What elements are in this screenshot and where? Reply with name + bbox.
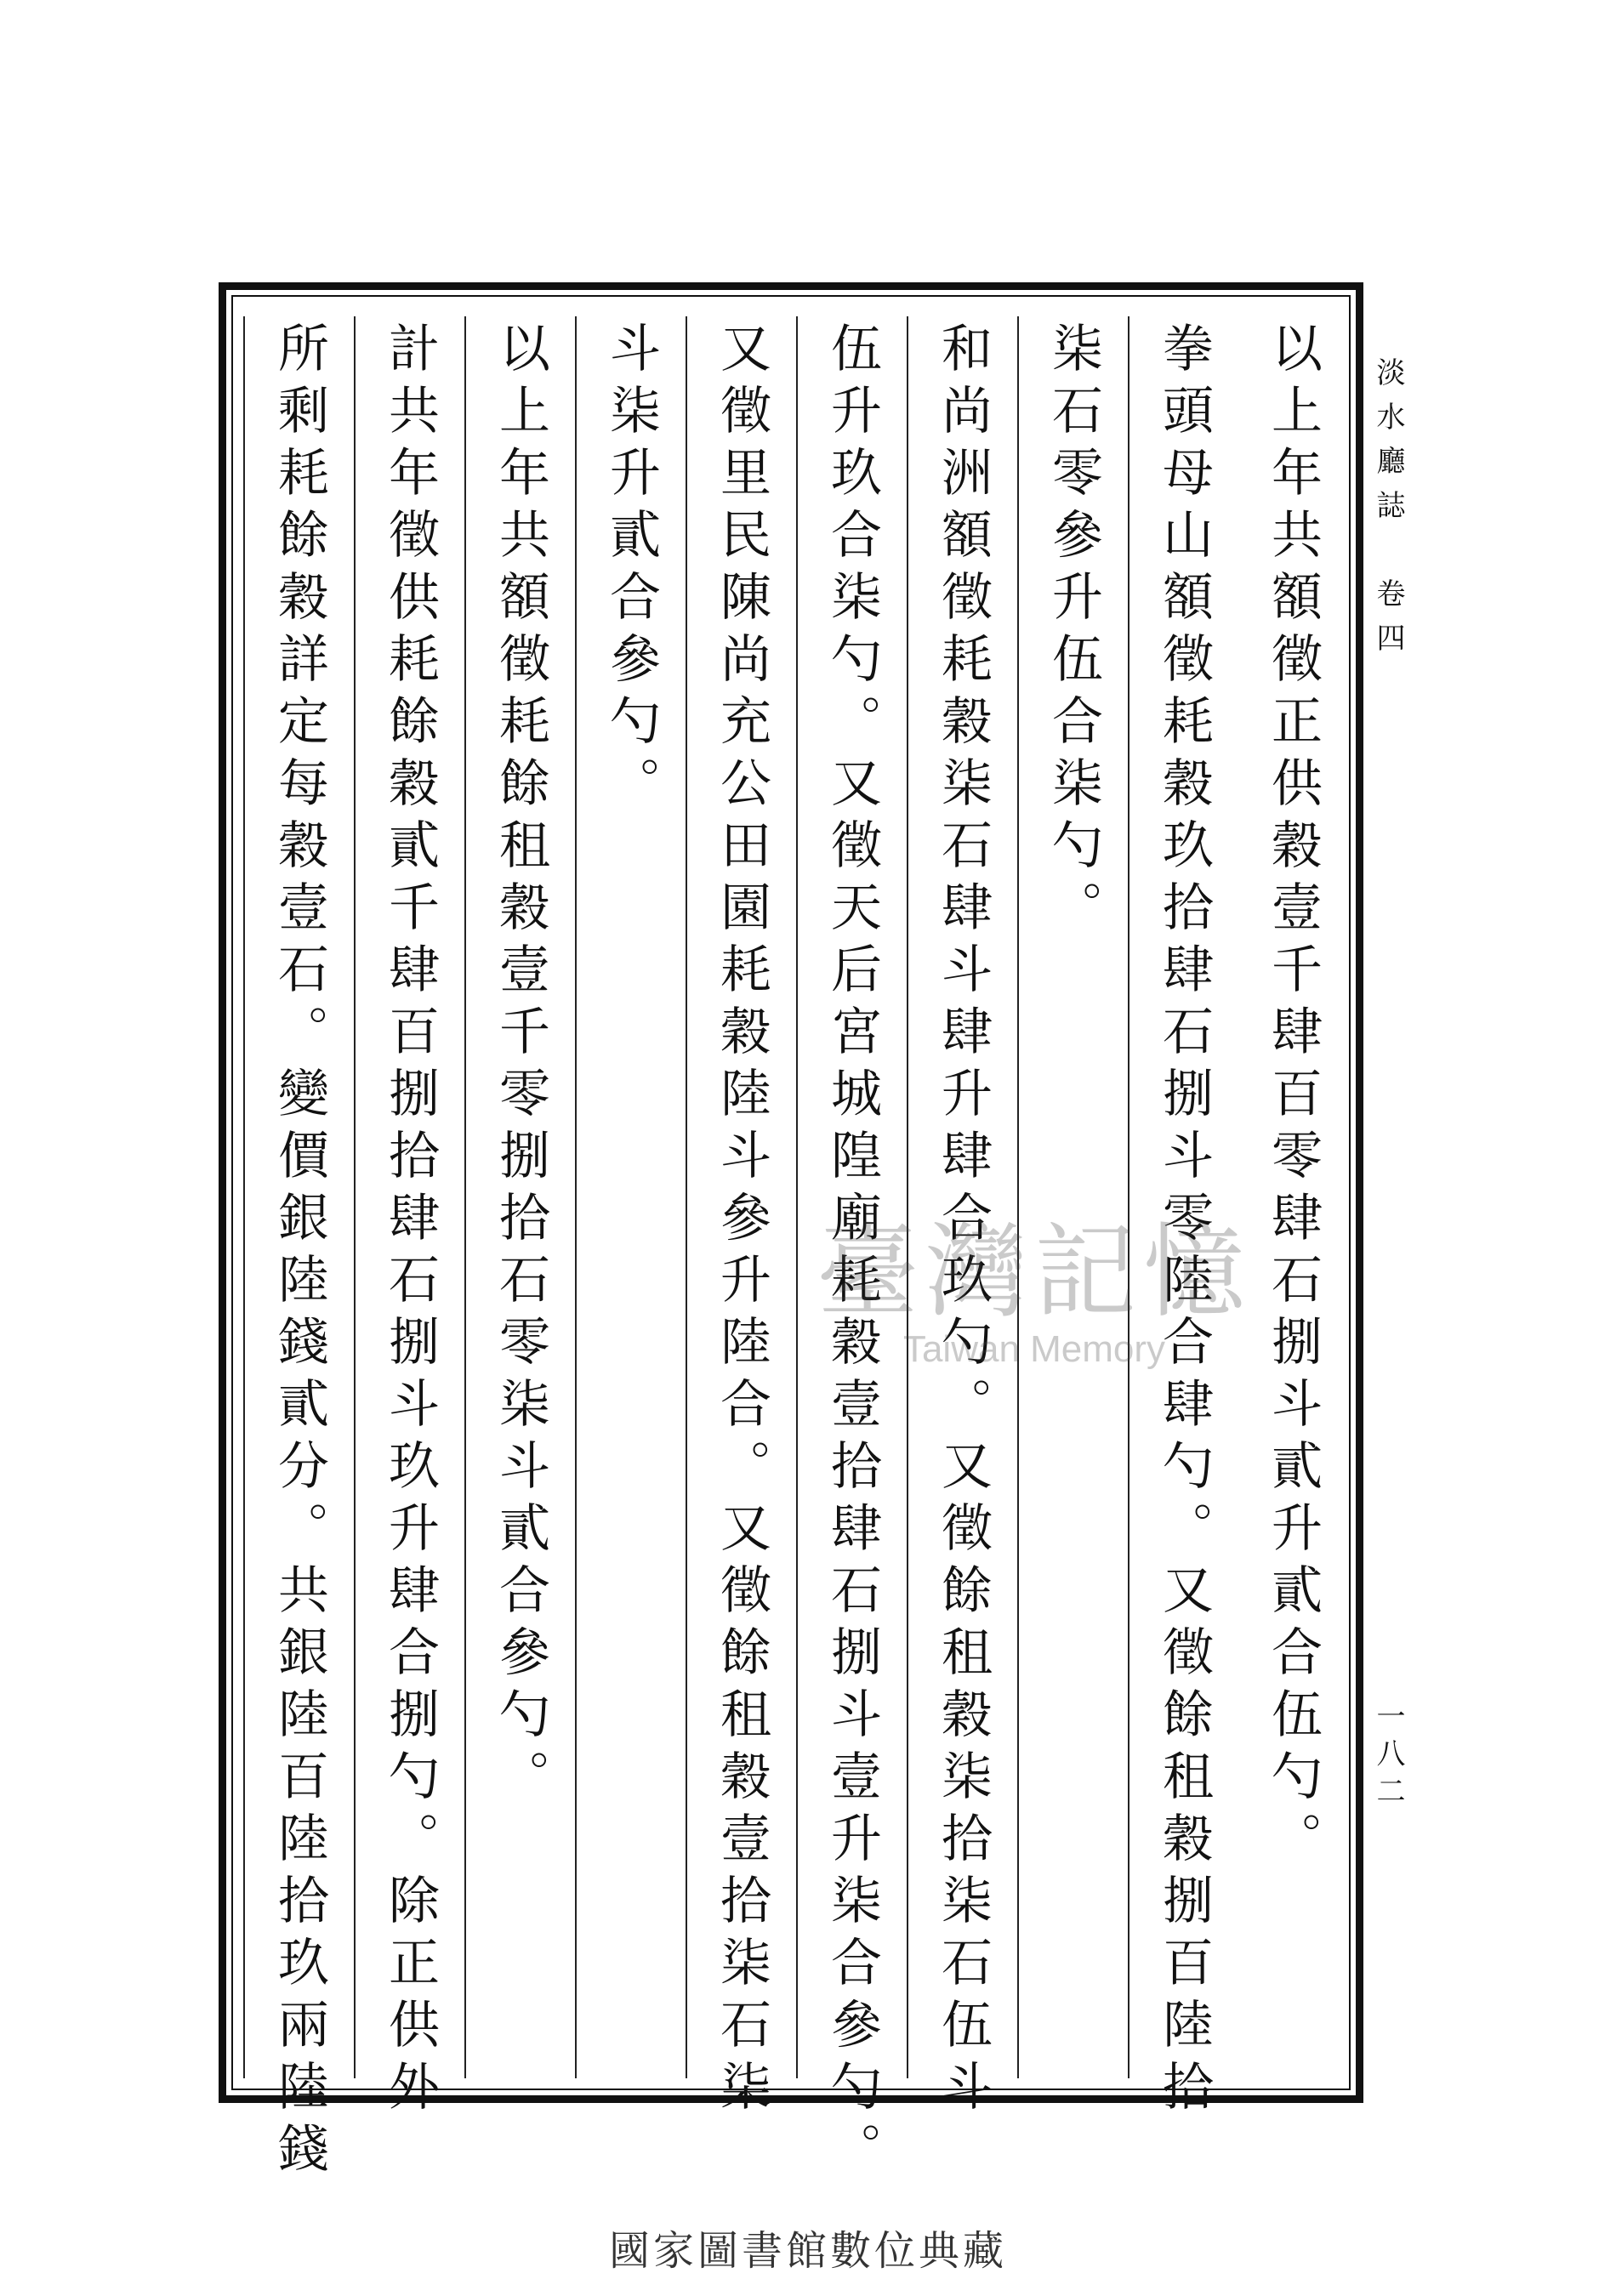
- book-title: 淡水廳誌 卷四: [1371, 357, 1405, 667]
- text-column-10: [243, 316, 352, 2184]
- column-text: 拳頭母山額徵耗穀玖拾肆石捌斗零陸合肆勺。又徵餘租穀捌百陸拾: [1154, 321, 1214, 2122]
- column-text: 和尚洲額徵耗穀柒石肆斗肆升肆合玖勺。又徵餘租穀柒拾柒石伍斗: [933, 321, 993, 2122]
- text-column-9: [354, 316, 463, 2122]
- watermark-sub: Taiwan Memory: [902, 1328, 1166, 1370]
- page-number: 一八二: [1371, 1701, 1405, 1813]
- column-text: 伍升玖合柒勺。又徵天后宮城隍廟耗穀壹拾肆石捌斗壹升柒合參勺。: [822, 321, 882, 2184]
- watermark-main: 臺灣記憶: [817, 1213, 1252, 1332]
- footer-credit: 國家圖書館數位典藏: [608, 2227, 1007, 2275]
- column-text: 所剩耗餘穀詳定每穀壹石。變價銀陸錢貳分。共銀陸百陸拾玖兩陸錢: [270, 321, 329, 2184]
- column-text: 斗柒升貳合參勺。: [601, 321, 661, 818]
- watermark: [817, 1191, 1252, 1371]
- column-text: 計共年徵供耗餘穀貳千肆百捌拾肆石捌斗玖升肆合捌勺。除正供外: [380, 321, 440, 2122]
- text-column-7: [575, 316, 684, 2078]
- column-text: 以上年共額徵正供穀壹千肆百零肆石捌斗貳升貳合伍勺。: [1263, 321, 1323, 1873]
- text-column-1: [1238, 316, 1347, 2078]
- column-text: 以上年共額徵耗餘租穀壹千零捌拾石零柒斗貳合參勺。: [491, 321, 550, 1811]
- text-column-6: [686, 316, 794, 2122]
- column-text: 又徵里民陳尚充公田園耗穀陸斗參升陸合。又徵餘租穀壹拾柒石柒: [712, 321, 771, 2122]
- column-text: 柒石零參升伍合柒勺。: [1044, 321, 1103, 942]
- text-column-8: [464, 316, 573, 2078]
